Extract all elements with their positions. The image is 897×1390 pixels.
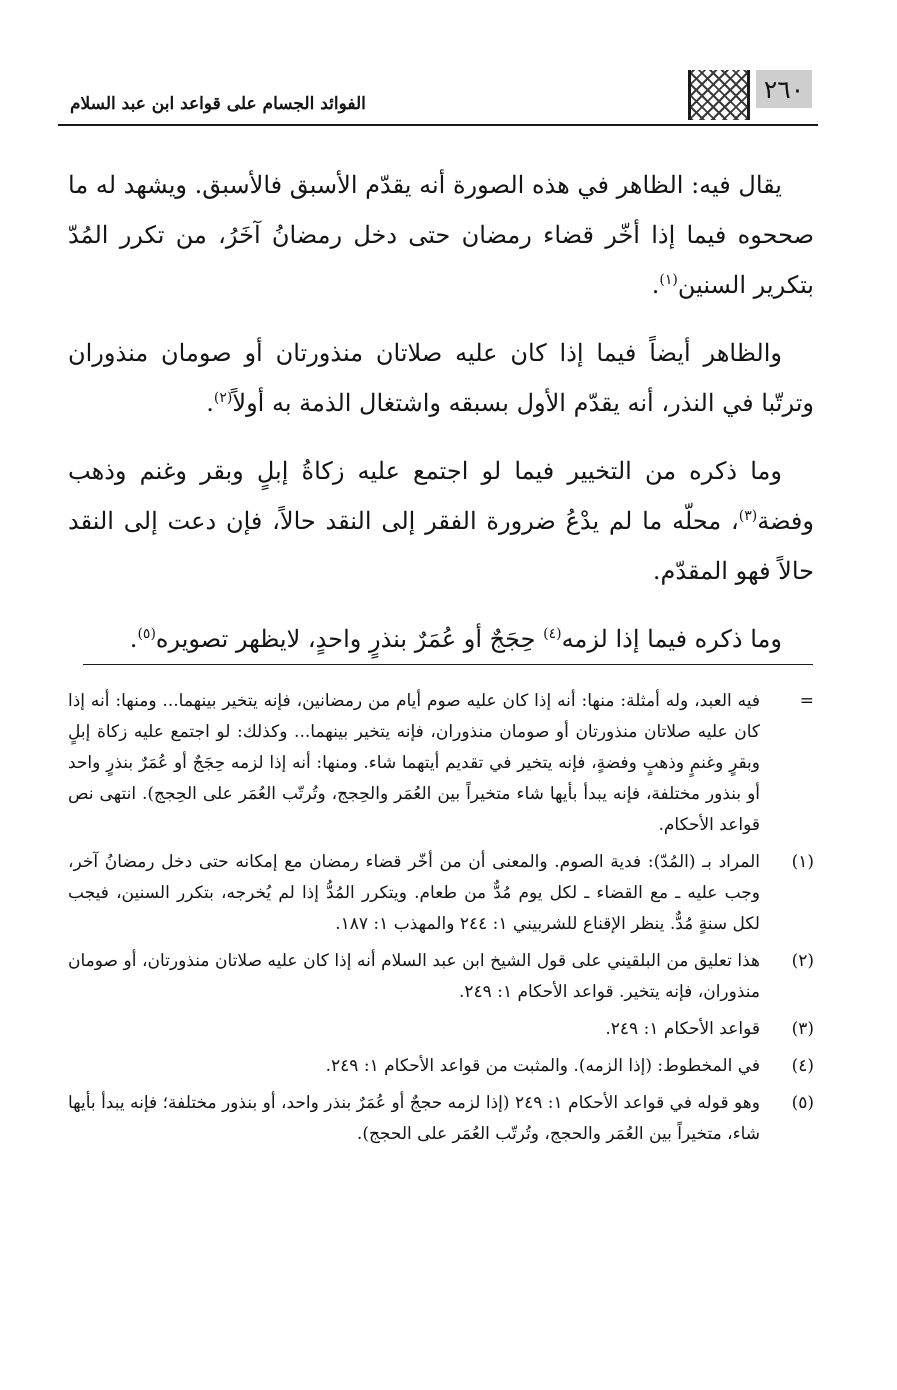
paragraph-1-text: يقال فيه: الظاهر في هذه الصورة أنه يقدّم الأسبق فالأسبق. ويشهد له ما صححوه فيما إذا أخّر قضاء رمضان حتى دخل رمضانُ آخَرُ، من تكرر المُدّ بتكرير السنين xyxy=(68,171,814,299)
footnote-text: في المخطوط: (إذا الزمه). والمثبت من قواعد الأحكام ١: ٢٤٩. xyxy=(325,1056,760,1076)
footnote-ref-4: (٤) xyxy=(543,626,562,642)
page-number: ٢٦٠ xyxy=(756,70,812,108)
footnote-marker: (١) xyxy=(791,852,814,872)
paragraph-3-text-a: وما ذكره من التخيير فيما لو اجتمع عليه زكاةُ إبلٍ وبقر وغنم وذهب وفضة xyxy=(68,457,814,535)
footnote-marker: = xyxy=(799,691,814,711)
footnote-2 xyxy=(68,946,818,1008)
paragraph-4-text-b: حِجَجٌ أو عُمَرٌ بنذرٍ واحدٍ، لايظهر تصويره xyxy=(155,625,544,653)
paragraph-4-end: . xyxy=(129,625,138,653)
footnote-1 xyxy=(68,847,818,940)
footnote-ref-1: (١) xyxy=(659,272,678,288)
footnote-5 xyxy=(68,1088,818,1150)
paragraph-2-text: والظاهر أيضاً فيما إذا كان عليه صلاتان منذورتان أو صومان منذوران وترتّبا في النذر، أنه يقدّم الأول بسبقه واشتغال الذمة به أولاً xyxy=(68,339,814,417)
page-header xyxy=(58,66,818,126)
paragraph-1-end: . xyxy=(651,271,660,299)
footnote-ref-2: (٢) xyxy=(213,390,233,406)
footnote-marker: (٣) xyxy=(791,1019,814,1039)
footnotes xyxy=(68,686,818,1156)
paragraph-1 xyxy=(68,160,814,310)
footnote-text: فيه العبد، وله أمثلة: منها: أنه إذا كان عليه صوم أيام من رمضانين، فإنه يتخير بينهما... ومنها: أنه إذا كان عليه صلاتان منذورتان أو صومان منذوران، فإنه يتخير بينهما... وكذلك: لو اجتمع عليه زكاة إبلٍ وبقرٍ وغنمٍ وذهبٍ وفضةٍ، فإنه يتخير في تقديم أيتهما شاء. ومنها: أنه إذا لزمه حِجَجٌ أو عُمَرٌ بنذرٍ واحد أو بنذور مختلفة، فإنه يبدأ بأيها شاء متخيراً بين العُمَر والحِجج، وتُرتّب العُمَر على الحِجج). انتهى نص قواعد الأحكام. xyxy=(68,691,760,835)
paragraph-2 xyxy=(68,328,814,428)
footnote-ref-3: (٣) xyxy=(738,508,758,524)
footnote-4 xyxy=(68,1051,818,1082)
footnote-text: قواعد الأحكام ١: ٢٤٩. xyxy=(605,1019,760,1039)
footnote-text: المراد بـ (المُدّ): فدية الصوم. والمعنى أن من أخّر قضاء رمضان مع إمكانه حتى دخل رمضانُ آخر، وجب عليه ـ مع القضاء ـ لكل يوم مُدٌّ من طعام. ويتكرر المُدُّ إذا لم يُخرجه، بتكرر السنين، فيجب لكل سنةٍ مُدٌّ. ينظر الإقناع للشربيني ١: ٢٤٤ والمهذب ١: ١٨٧. xyxy=(68,852,760,934)
footnote-marker: (٤) xyxy=(791,1056,814,1076)
main-text xyxy=(68,160,814,682)
paragraph-3 xyxy=(68,446,814,596)
footnote-marker: (٢) xyxy=(791,951,814,971)
footnote-marker: (٥) xyxy=(791,1093,814,1113)
paragraph-4 xyxy=(68,614,814,664)
paragraph-4-text-a: وما ذكره فيما إذا لزمه xyxy=(561,625,782,653)
header-rule xyxy=(58,124,818,126)
footnote-separator xyxy=(83,664,813,665)
running-title: الفوائد الجسام على قواعد ابن عبد السلام xyxy=(70,94,366,114)
paragraph-2-end: . xyxy=(206,389,214,417)
footnote-ref-5: (٥) xyxy=(137,626,156,642)
ornament-icon xyxy=(688,70,750,120)
footnote-text: هذا تعليق من البلقيني على قول الشيخ ابن عبد السلام أنه إذا كان عليه صلاتان منذورتان، أو صومان منذوران، فإنه يتخير. قواعد الأحكام ١: ٢٤٩. xyxy=(68,951,760,1002)
footnote-3 xyxy=(68,1014,818,1045)
footnote-continuation xyxy=(68,686,818,841)
paragraph-3-text-b: ، محلّه ما لم يدْعُ ضرورة الفقر إلى النقد حالاً، فإن دعت إلى النقد حالاً فهو المقدّم. xyxy=(68,507,814,585)
footnote-text: وهو قوله في قواعد الأحكام ١: ٢٤٩ (إذا لزمه حججٌ أو عُمَرٌ بنذر واحد، أو بنذور مختلفة؛ فإنه يبدأ بأيها شاء، متخيراً بين العُمَر والحجج، وتُرتّب العُمَر على الحجج). xyxy=(68,1093,760,1144)
